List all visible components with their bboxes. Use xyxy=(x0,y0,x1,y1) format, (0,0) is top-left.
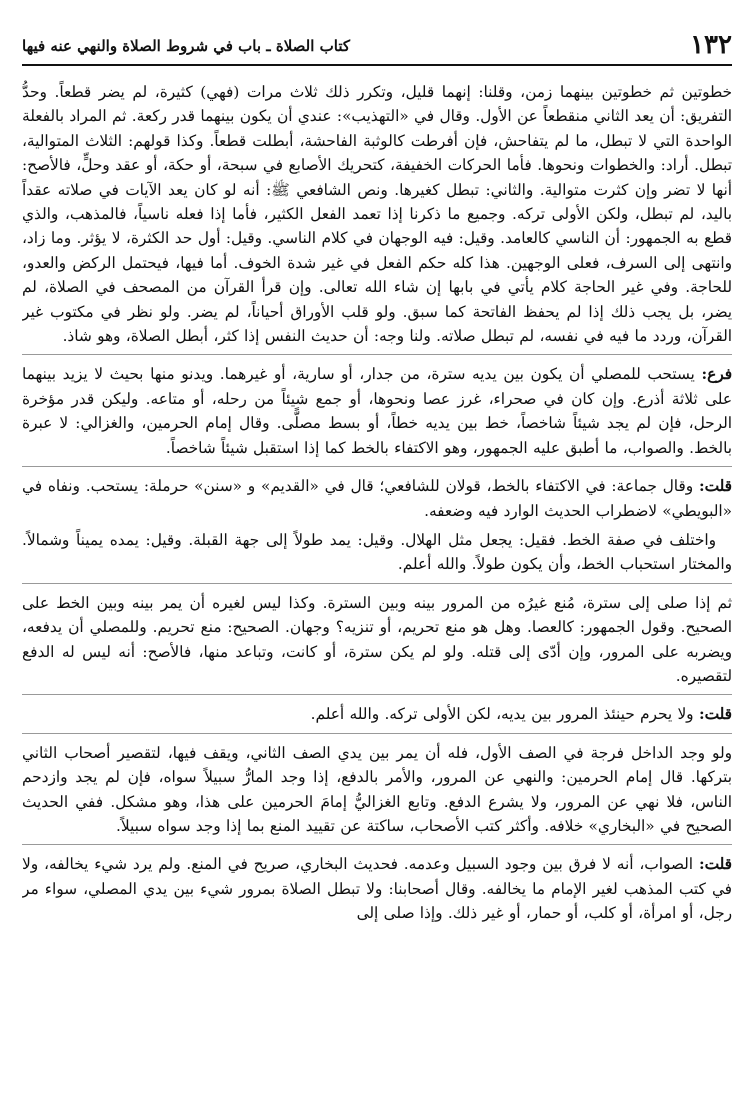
paragraph-qultu-passing xyxy=(22,702,732,726)
paragraph-khatt-description xyxy=(22,528,732,577)
paragraph-text: ثم إذا صلى إلى سترة، مُنع غيرُه من المرور بينه وبين السترة. وكذا ليس لغيره أن يمر بينه وبين الخط على الصحيح. وقول الجمهور: كالعصا. وهل هو منع تحريم، أو تنزيه؟ وجهان. الصحيح: منع تحريم. وللمصلي أن يدفعه، ويضربه على المرور، وإن أدّى إلى قتله. ولو لم يكن سترة، أو كانت، وتباعد منها، فالأصح: أنه ليس له الدفع لتقصيره. xyxy=(22,593,732,685)
paragraph-text: واختلف في صفة الخط. فقيل: يجعل مثل الهلال. وقيل: يمد طولاً إلى جهة القبلة. وقيل: يمده يميناً وشمالاً. والمختار استحباب الخط، وأن يكون طولاً. والله أعلم. xyxy=(22,530,732,574)
paragraph-qultu-khatt xyxy=(22,474,732,523)
section-divider xyxy=(22,466,732,467)
page-number: ١٣٢ xyxy=(690,30,732,60)
section-divider xyxy=(22,694,732,695)
section-divider xyxy=(22,733,732,734)
paragraph-text: خطوتين ثم خطوتين بينهما زمن، وقلنا: إنهما قليل، وتكرر ذلك ثلاث مرات (فهي) كثيرة، لم يضر قطعاً. وحدُّ التفريق: أن يعد الثاني منقطعاً عن الأول. وقال في «التهذيب»: عندي أن يكون بينهما قدر ركعة. ثم المراد بالفعلة الواحدة التي لا تبطل، ما لم يتفاحش، فإن أفرطت كالوثبة الفاحشة، أبطلت قطعاً. وكذا قولهم: الثلاث المتوالية، تبطل. أراد: والخطوات ونحوها. فأما الحركات الخفيفة، كتحريك الأصابع في سبحة، أو حكة، أو عقد وحلٍّ، فالأصح: أنها لا تضر وإن كثرت متوالية. والثاني: تبطل كغيرها. ونص الشافعي ﷺ: أنه لو كان يعد الآيات في صلاته عقداً باليد، لم تبطل، ولكن الأولى تركه. وجميع ما ذكرنا إذا تعمد الفعل الكثير، فأما إذا فعله ناسياً، فالمذهب، والذي قطع به الجمهور: أن الناسي كالعامد. وقيل: فيه الوجهان في كلام الناسي. وقيل: أول حد الكثرة، لا يؤثر. وما زاد، وانتهى إلى السرف، فعلى الوجهين. هذا كله حكم الفعل في غير شدة الخوف. أما فيها، فيحتمل الركض والعدو، للحاجة. وفي غير الحاجة كلام يأتي في بابها إن شاء الله تعالى. وإن قرأ القرآن من المصحف في الصلاة، لم يضر، بل يجب ذلك إذا لم يحفظ الفاتحة كما سبق. ولو قلب الأوراق أحياناً، لم يضر. ولو نظر في مكتوب غير القرآن، وردد ما فيه في نفسه، لم تبطل صلاته. ولنا وجه: أن حديث النفس إذا كثر، أبطل الصلاة، وهو شاذ. xyxy=(22,83,732,346)
paragraph-text: الصواب، أنه لا فرق بين وجود السبيل وعدمه. فحديث البخاري، صريح في المنع. ولم يرد شيء يخالفه، ولا في كتب المذهب لغير الإمام ما يخالفه. وقال أصحابنا: ولا تبطل الصلاة بمرور شيء بين يدي المصلي، سواء مر رجل، أو امرأة، أو كلب، أو حمار، أو غير ذلك. وإذا صلى إلى xyxy=(22,855,732,923)
section-divider xyxy=(22,354,732,355)
paragraph-far-sutra xyxy=(22,362,732,460)
lead-word: فرع: xyxy=(701,365,732,384)
page-header xyxy=(22,30,732,62)
paragraph-movements xyxy=(22,80,732,348)
running-head: كتاب الصلاة ـ باب في شروط الصلاة والنهي عنه فيها xyxy=(22,37,350,55)
paragraph-text: ولا يحرم حينئذ المرور بين يديه، لكن الأولى تركه. والله أعلم. xyxy=(310,705,694,724)
page-body xyxy=(22,80,732,1088)
lead-word: قلت: xyxy=(698,477,732,496)
paragraph-text: يستحب للمصلي أن يكون بين يديه سترة، من جدار، أو سارية، أو غيرهما. ويدنو منها بحيث لا يزيد بينهما على ثلاثة أذرع. وإن كان في صحراء، غرز عصا ونحوها، أو جمع شيئاً من رحله، أو متاعه. وليكن قدر مؤخرة الرحل، فإن لم يجد شيئاً شاخصاً، خط بين يديه خطاً، أو بسط مصلًّى. وقال إمام الحرمين، والغزالي: لا عبرة بالخط. والصواب، ما أطبق عليه الجمهور، وهو الاكتفاء بالخط كما إذا استقبل شيئاً شاخصاً. xyxy=(22,365,732,457)
section-divider xyxy=(22,583,732,584)
paragraph-text: وقال جماعة: في الاكتفاء بالخط، قولان للشافعي؛ قال في «القديم» و «سنن» حرملة: يستحب. ونفاه في «البويطي» لاضطراب الحديث الوارد فيه وضعفه. xyxy=(22,477,732,520)
paragraph-text: ولو وجد الداخل فرجة في الصف الأول، فله أن يمر بين يدي الصف الثاني، ويقف فيها، لتقصير أصحاب الثاني بتركها. قال إمام الحرمين: والنهي عن المرور، والأمر بالدفع، إذا وجد المارُّ سبيلاً سواه، فإن لم يجد وازدحم الناس، فلا نهي عن المرور، ولا يشرع الدفع. وتابع الغزاليُّ إمامَ الحرمين على هذا، وهو مشكل. ففي الحديث الصحيح في «البخاري» خلافه. وأكثر كتب الأصحاب، ساكتة عن تقييد المنع بما إذا وجد سواه سبيلاً. xyxy=(22,743,732,835)
header-rule xyxy=(22,64,732,66)
paragraph-gap-in-row xyxy=(22,741,732,839)
paragraph-qultu-final xyxy=(22,852,732,925)
section-divider xyxy=(22,844,732,845)
lead-word: قلت: xyxy=(698,855,732,874)
paragraph-passing xyxy=(22,591,732,689)
lead-word: قلت: xyxy=(698,705,732,724)
